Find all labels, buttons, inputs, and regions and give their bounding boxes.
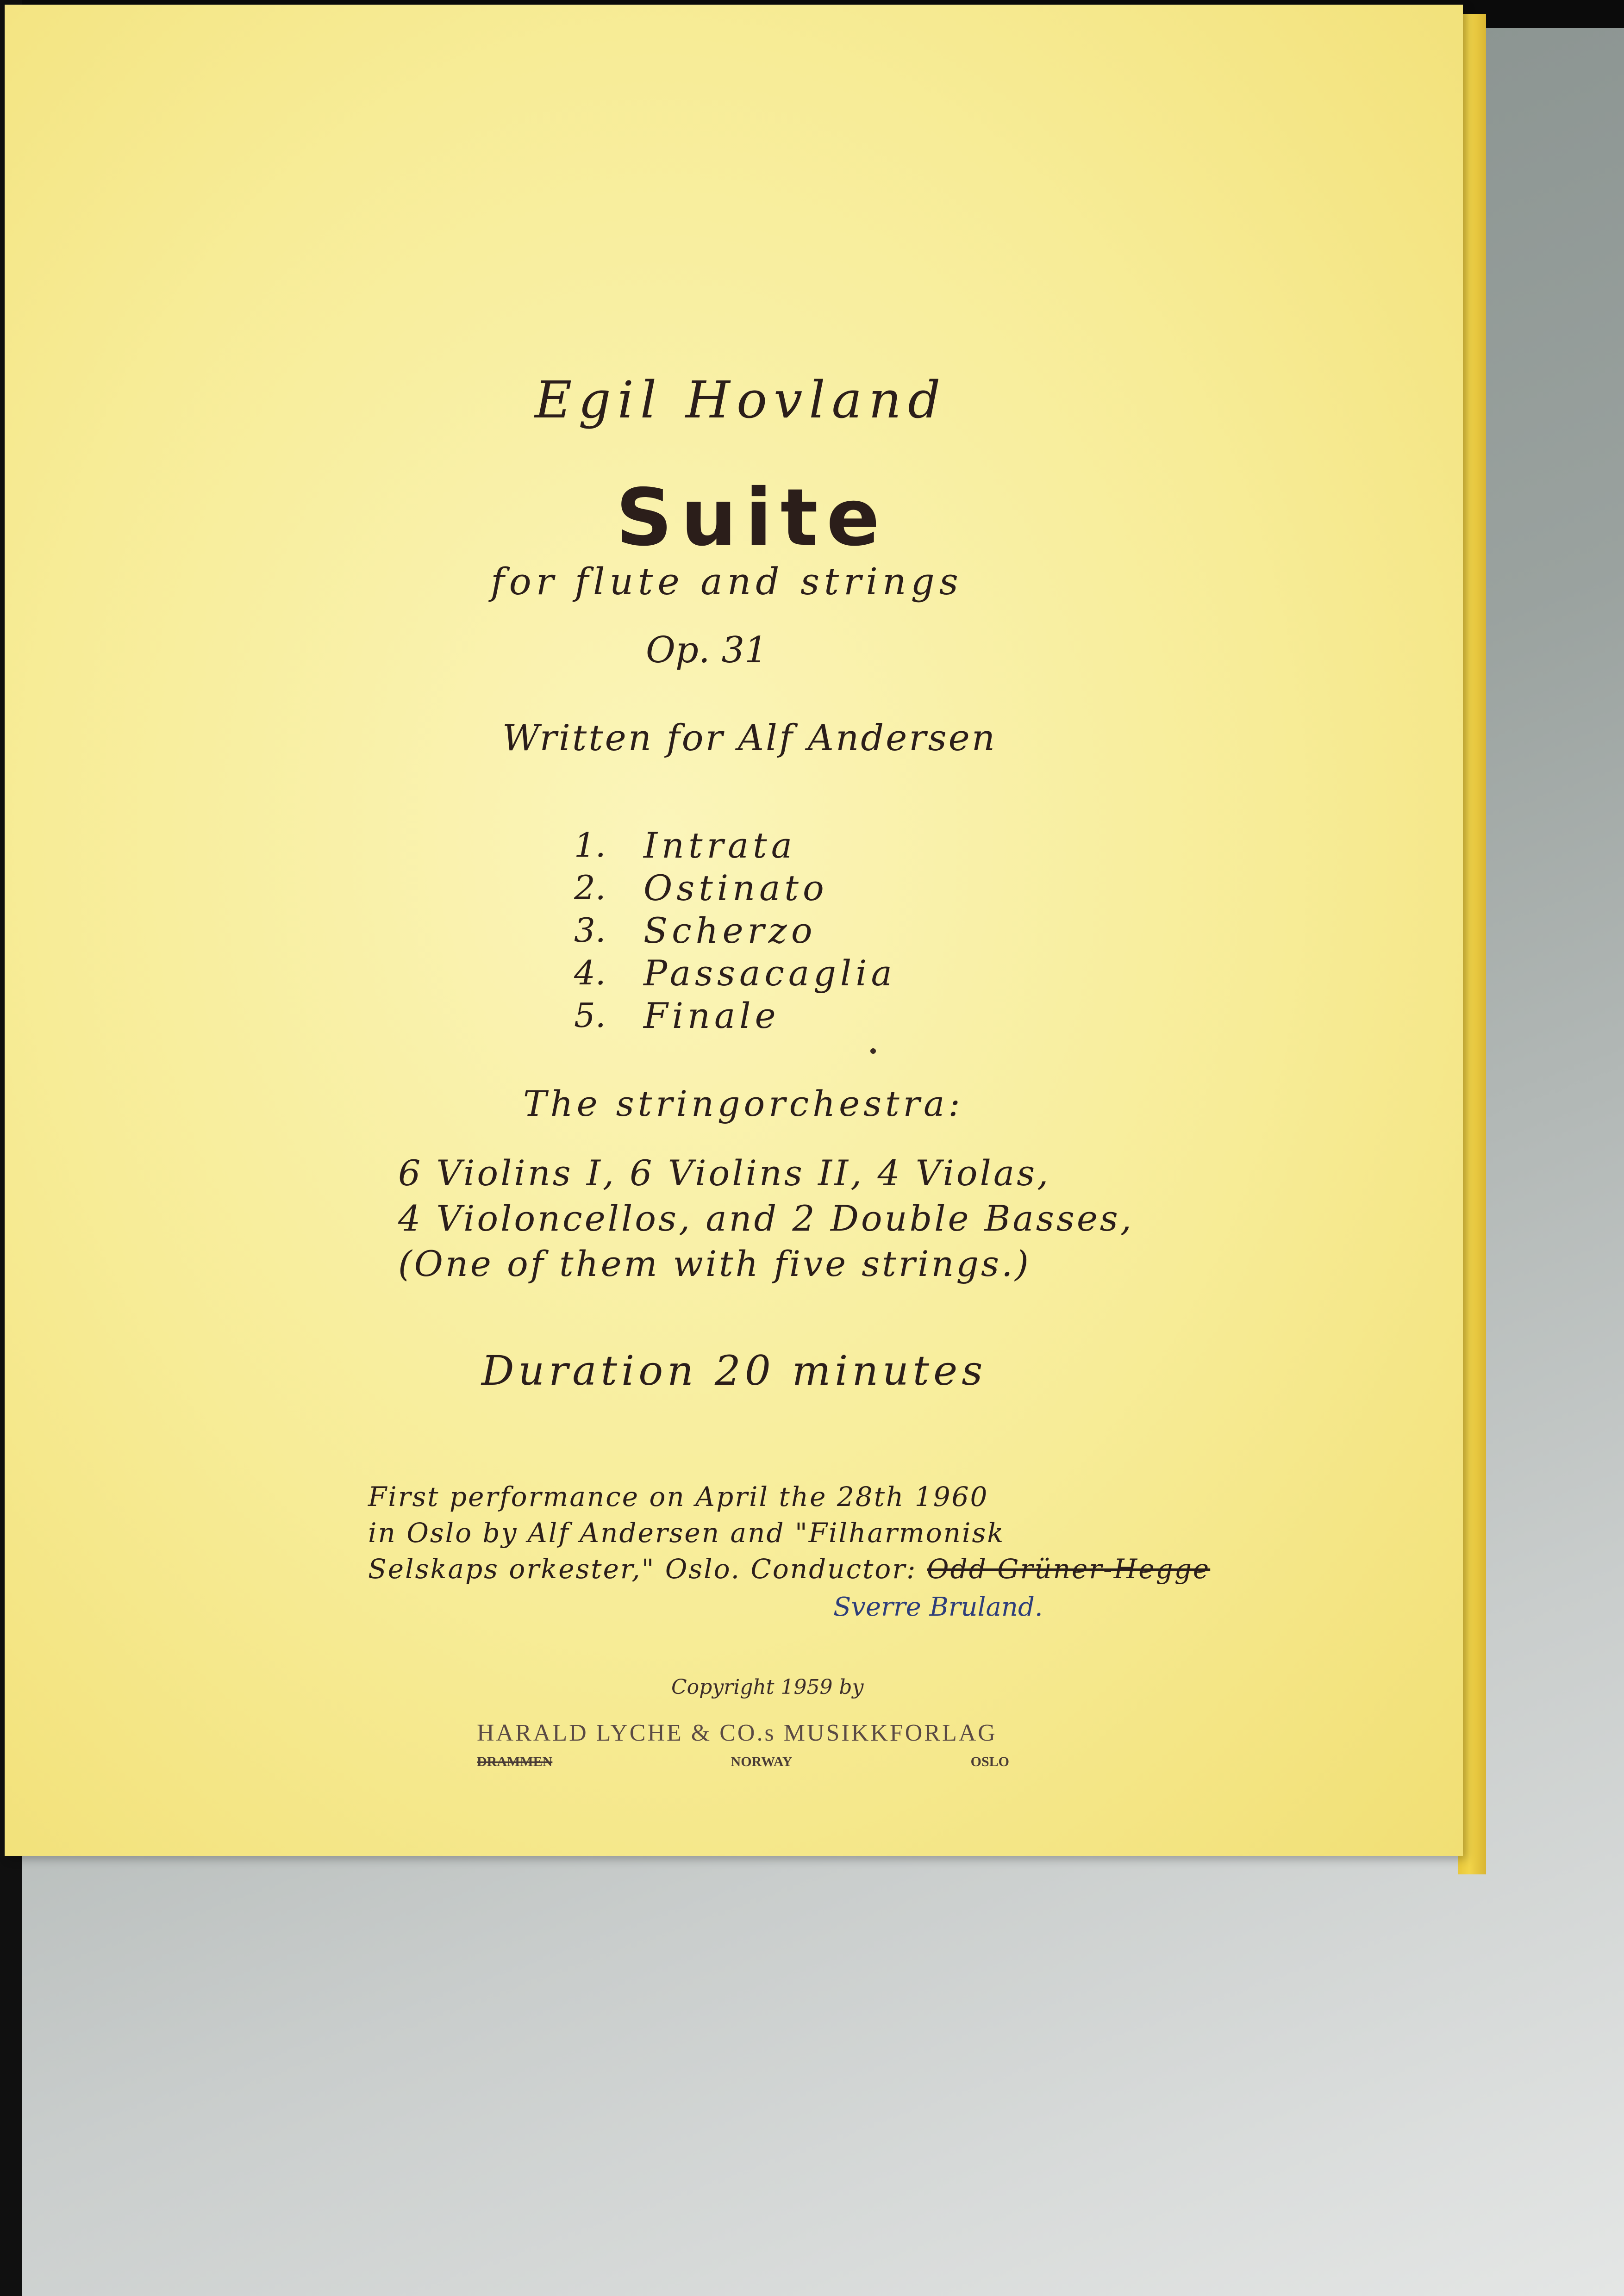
conductor-prefix: Selskaps orkester," Oslo. Conductor: [368,1553,927,1585]
first-performance-line: First performance on April the 28th 1960 [368,1481,989,1512]
movement-name: Finale [643,995,780,1036]
orchestra-heading: The stringorchestra: [523,1083,964,1124]
copyright-notice: Copyright 1959 by [671,1675,864,1699]
dedication: Written for Alf Andersen [502,717,997,759]
duration: Duration 20 minutes [481,1347,987,1394]
movement-number: 5. [574,996,606,1035]
movement-item [574,909,896,952]
publisher-cities [477,1754,1009,1770]
work-subtitle: for flute and strings [491,560,963,603]
movement-name: Scherzo [643,909,817,951]
composer-name: Egil Hovland [535,370,947,429]
movement-name: Intrata [643,824,797,866]
first-performance-line [368,1553,1210,1589]
movement-item [574,866,896,909]
struck-conductor-name: Odd Grüner-Hegge [927,1553,1211,1585]
first-performance-line: in Oslo by Alf Andersen and "Filharmonisk [368,1517,1005,1549]
movement-number: 3. [574,911,606,950]
country-norway: NORWAY [731,1754,793,1769]
instrumentation-line: 4 Violoncellos, and 2 Double Basses, [398,1198,1134,1239]
publisher-name: HARALD LYCHE & CO.s MUSIKKFORLAG [477,1720,997,1746]
movement-item [574,824,896,866]
movement-name: Ostinato [643,867,828,908]
city-drammen: DRAMMEN [477,1754,553,1769]
instrumentation-line: 6 Violins I, 6 Violins II, 4 Violas, [398,1152,1051,1194]
first-performance-note [368,1481,1210,1589]
score-title-page [5,5,1463,1856]
movement-name: Passacaglia [643,952,896,994]
ink-dot [870,1048,876,1054]
orchestra-instrumentation [398,1152,1134,1288]
opus-number: Op. 31 [646,629,768,671]
movement-number: 4. [574,953,606,992]
movement-list [574,824,896,1037]
work-title: Suite [616,472,888,564]
movement-number: 1. [574,826,606,865]
movement-number: 2. [574,868,606,907]
city-oslo: OSLO [970,1754,1009,1769]
movement-item [574,952,896,994]
handwritten-conductor-correction: Sverre Bruland. [833,1592,1043,1622]
instrumentation-line: (One of them with five strings.) [398,1243,1031,1284]
movement-item [574,994,896,1037]
